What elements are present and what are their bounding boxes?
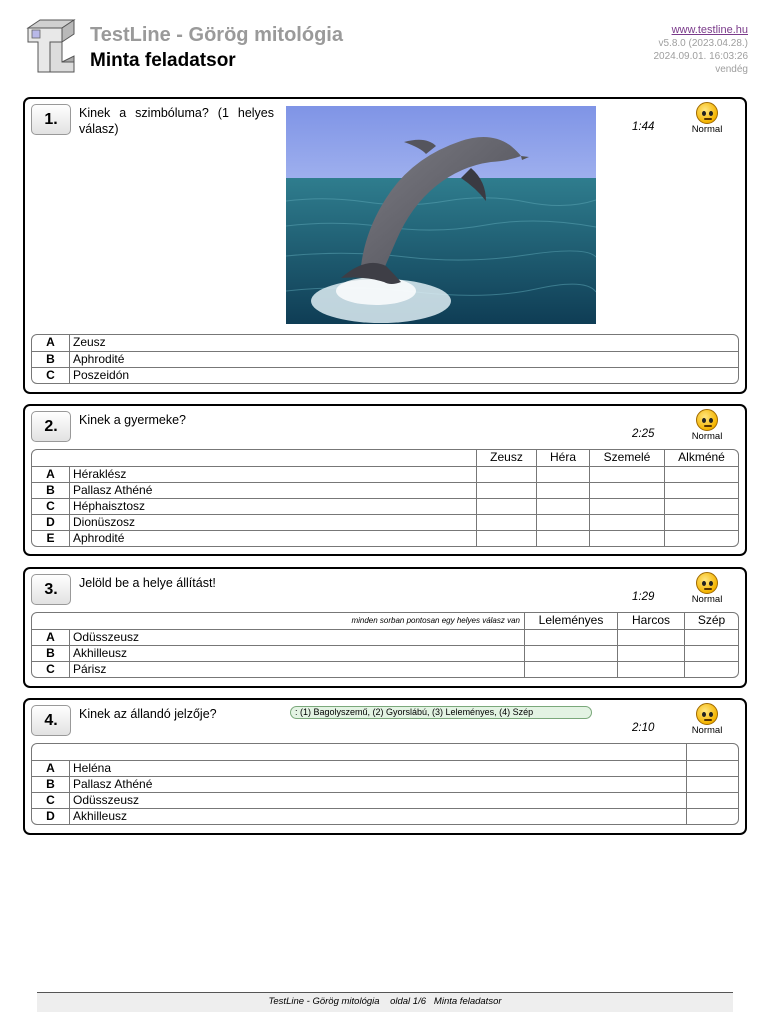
answer-cell[interactable] [476, 467, 536, 482]
datetime-text: 2024.09.01. 16:03:26 [653, 51, 748, 62]
matrix-header [32, 450, 738, 466]
question-number: 3. [31, 574, 71, 605]
answer-row-a [32, 466, 738, 482]
answer-letter: A [32, 630, 70, 645]
answer-row-a[interactable] [32, 335, 738, 351]
user-text: vendég [715, 64, 748, 75]
answer-label: Dionüszosz [73, 515, 136, 529]
answer-cell[interactable] [524, 630, 617, 645]
question-text: Jelöld be a helye állítást! [79, 576, 216, 590]
dolphin-photo [286, 106, 596, 324]
answer-cell[interactable] [664, 499, 738, 514]
smiley-icon [696, 703, 718, 725]
question-3 [23, 567, 747, 688]
answer-label: Poszeidón [73, 368, 130, 382]
answer-row-c[interactable] [32, 367, 738, 383]
answer-letter: D [32, 809, 70, 824]
answer-label: Heléna [73, 761, 112, 775]
page-title: TestLine - Görög mitológia [90, 24, 343, 46]
answer-cell[interactable] [476, 483, 536, 498]
header-info [653, 24, 748, 76]
answer-cell[interactable] [617, 646, 684, 661]
question-text: Kinek a szimbóluma? (1 helyes válasz) [79, 106, 274, 136]
testline-link[interactable]: www.testline.hu [671, 24, 748, 36]
answer-label: Akhilleusz [73, 809, 128, 823]
answer-matrix [31, 449, 739, 547]
answer-row-c [32, 661, 738, 677]
smiley-icon [696, 572, 718, 594]
answer-cell[interactable] [617, 662, 684, 677]
answer-input-cell[interactable] [686, 793, 738, 808]
question-4 [23, 698, 747, 835]
answer-label: Pallasz Athéné [73, 777, 153, 791]
answer-letter: B [32, 352, 70, 367]
answer-cell[interactable] [684, 646, 738, 661]
answer-cell[interactable] [524, 646, 617, 661]
answer-letter: D [32, 515, 70, 530]
answer-cell[interactable] [536, 515, 589, 530]
answer-table [31, 334, 739, 384]
answer-cell[interactable] [589, 531, 664, 546]
answer-cell[interactable] [664, 467, 738, 482]
answer-input-cell[interactable] [686, 777, 738, 792]
smiley-icon [696, 409, 718, 431]
answer-row-c [32, 792, 738, 808]
answer-letter: E [32, 531, 70, 546]
answer-cell[interactable] [476, 499, 536, 514]
question-text: Kinek az állandó jelzője? [79, 707, 217, 721]
answer-label: Akhilleusz [73, 646, 128, 660]
answer-cell[interactable] [589, 515, 664, 530]
question-number: 1. [31, 104, 71, 135]
answer-row-b [32, 482, 738, 498]
page-subtitle: Minta feladatsor [90, 50, 236, 71]
answer-letter: C [32, 793, 70, 808]
column-header: Harcos [617, 613, 684, 629]
answer-letter: A [32, 335, 70, 351]
answer-letter: C [32, 368, 70, 383]
answer-cell[interactable] [536, 467, 589, 482]
column-header: Zeusz [476, 450, 536, 466]
answer-label: Párisz [73, 662, 107, 676]
answer-cell[interactable] [536, 531, 589, 546]
answer-label: Héraklész [73, 467, 127, 481]
answer-label: Zeusz [73, 335, 106, 349]
answer-cell[interactable] [589, 499, 664, 514]
version-text: v5.8.0 (2023.04.28.) [658, 38, 748, 49]
answer-row-d [32, 514, 738, 530]
answer-letter: C [32, 499, 70, 514]
answer-input-cell[interactable] [686, 809, 738, 824]
difficulty-label: Normal [691, 594, 723, 605]
question-number: 2. [31, 411, 71, 442]
answer-cell[interactable] [664, 531, 738, 546]
answer-letter: A [32, 467, 70, 482]
answer-cell[interactable] [476, 531, 536, 546]
question-2 [23, 404, 747, 556]
answer-label: Héphaisztosz [73, 499, 146, 513]
column-header: Alkméné [664, 450, 738, 466]
difficulty-label: Normal [691, 725, 723, 736]
question-time: 2:10 [632, 722, 655, 734]
smiley-icon [696, 102, 718, 124]
answer-row-b [32, 645, 738, 661]
instruction-note: minden sorban pontosan egy helyes válasz van [351, 616, 520, 625]
answer-row-b [32, 776, 738, 792]
answer-label: Odüsszeusz [73, 793, 140, 807]
answer-matrix [31, 612, 739, 678]
answer-cell[interactable] [664, 515, 738, 530]
answer-letter: B [32, 646, 70, 661]
answer-cell[interactable] [589, 467, 664, 482]
column-header: Héra [536, 450, 589, 466]
footer-text: TestLine - Görög mitológia oldal 1/6 Minta feladatsor [268, 996, 502, 1007]
answer-row-d [32, 808, 738, 824]
difficulty-label: Normal [691, 431, 723, 442]
answer-cell[interactable] [476, 515, 536, 530]
matrix-header [32, 744, 738, 760]
answer-cell[interactable] [536, 499, 589, 514]
answer-input-cell[interactable] [686, 761, 738, 776]
answer-label: Aphrodité [73, 531, 125, 545]
question-number: 4. [31, 705, 71, 736]
answer-matrix [31, 743, 739, 825]
question-text: Kinek a gyermeke? [79, 413, 187, 427]
answer-cell[interactable] [684, 662, 738, 677]
answer-cell[interactable] [589, 483, 664, 498]
options-hint: : (1) Bagolyszemű, (2) Gyorslábú, (3) Leleményes, (4) Szép [290, 706, 592, 719]
answer-cell[interactable] [536, 483, 589, 498]
answer-row-b[interactable] [32, 351, 738, 367]
question-time: 1:44 [632, 121, 655, 133]
column-header [686, 744, 738, 760]
answer-row-a [32, 760, 738, 776]
answer-cell[interactable] [524, 662, 617, 677]
answer-letter: A [32, 761, 70, 776]
answer-cell[interactable] [617, 630, 684, 645]
question-1 [23, 97, 747, 394]
answer-label: Pallasz Athéné [73, 483, 153, 497]
answer-letter: C [32, 662, 70, 677]
matrix-header [32, 613, 738, 629]
testline-logo [26, 18, 78, 76]
page-footer [37, 992, 733, 1012]
answer-letter: B [32, 483, 70, 498]
answer-cell[interactable] [684, 630, 738, 645]
answer-label: Aphrodité [73, 352, 125, 366]
question-time: 1:29 [632, 591, 655, 603]
difficulty-label: Normal [691, 124, 723, 135]
question-time: 2:25 [632, 428, 655, 440]
column-header: Szemelé [589, 450, 664, 466]
answer-row-a [32, 629, 738, 645]
column-header: Leleményes [524, 613, 617, 629]
answer-label: Odüsszeusz [73, 630, 140, 644]
answer-row-c [32, 498, 738, 514]
answer-row-e [32, 530, 738, 546]
column-header: Szép [684, 613, 738, 629]
answer-cell[interactable] [664, 483, 738, 498]
answer-letter: B [32, 777, 70, 792]
